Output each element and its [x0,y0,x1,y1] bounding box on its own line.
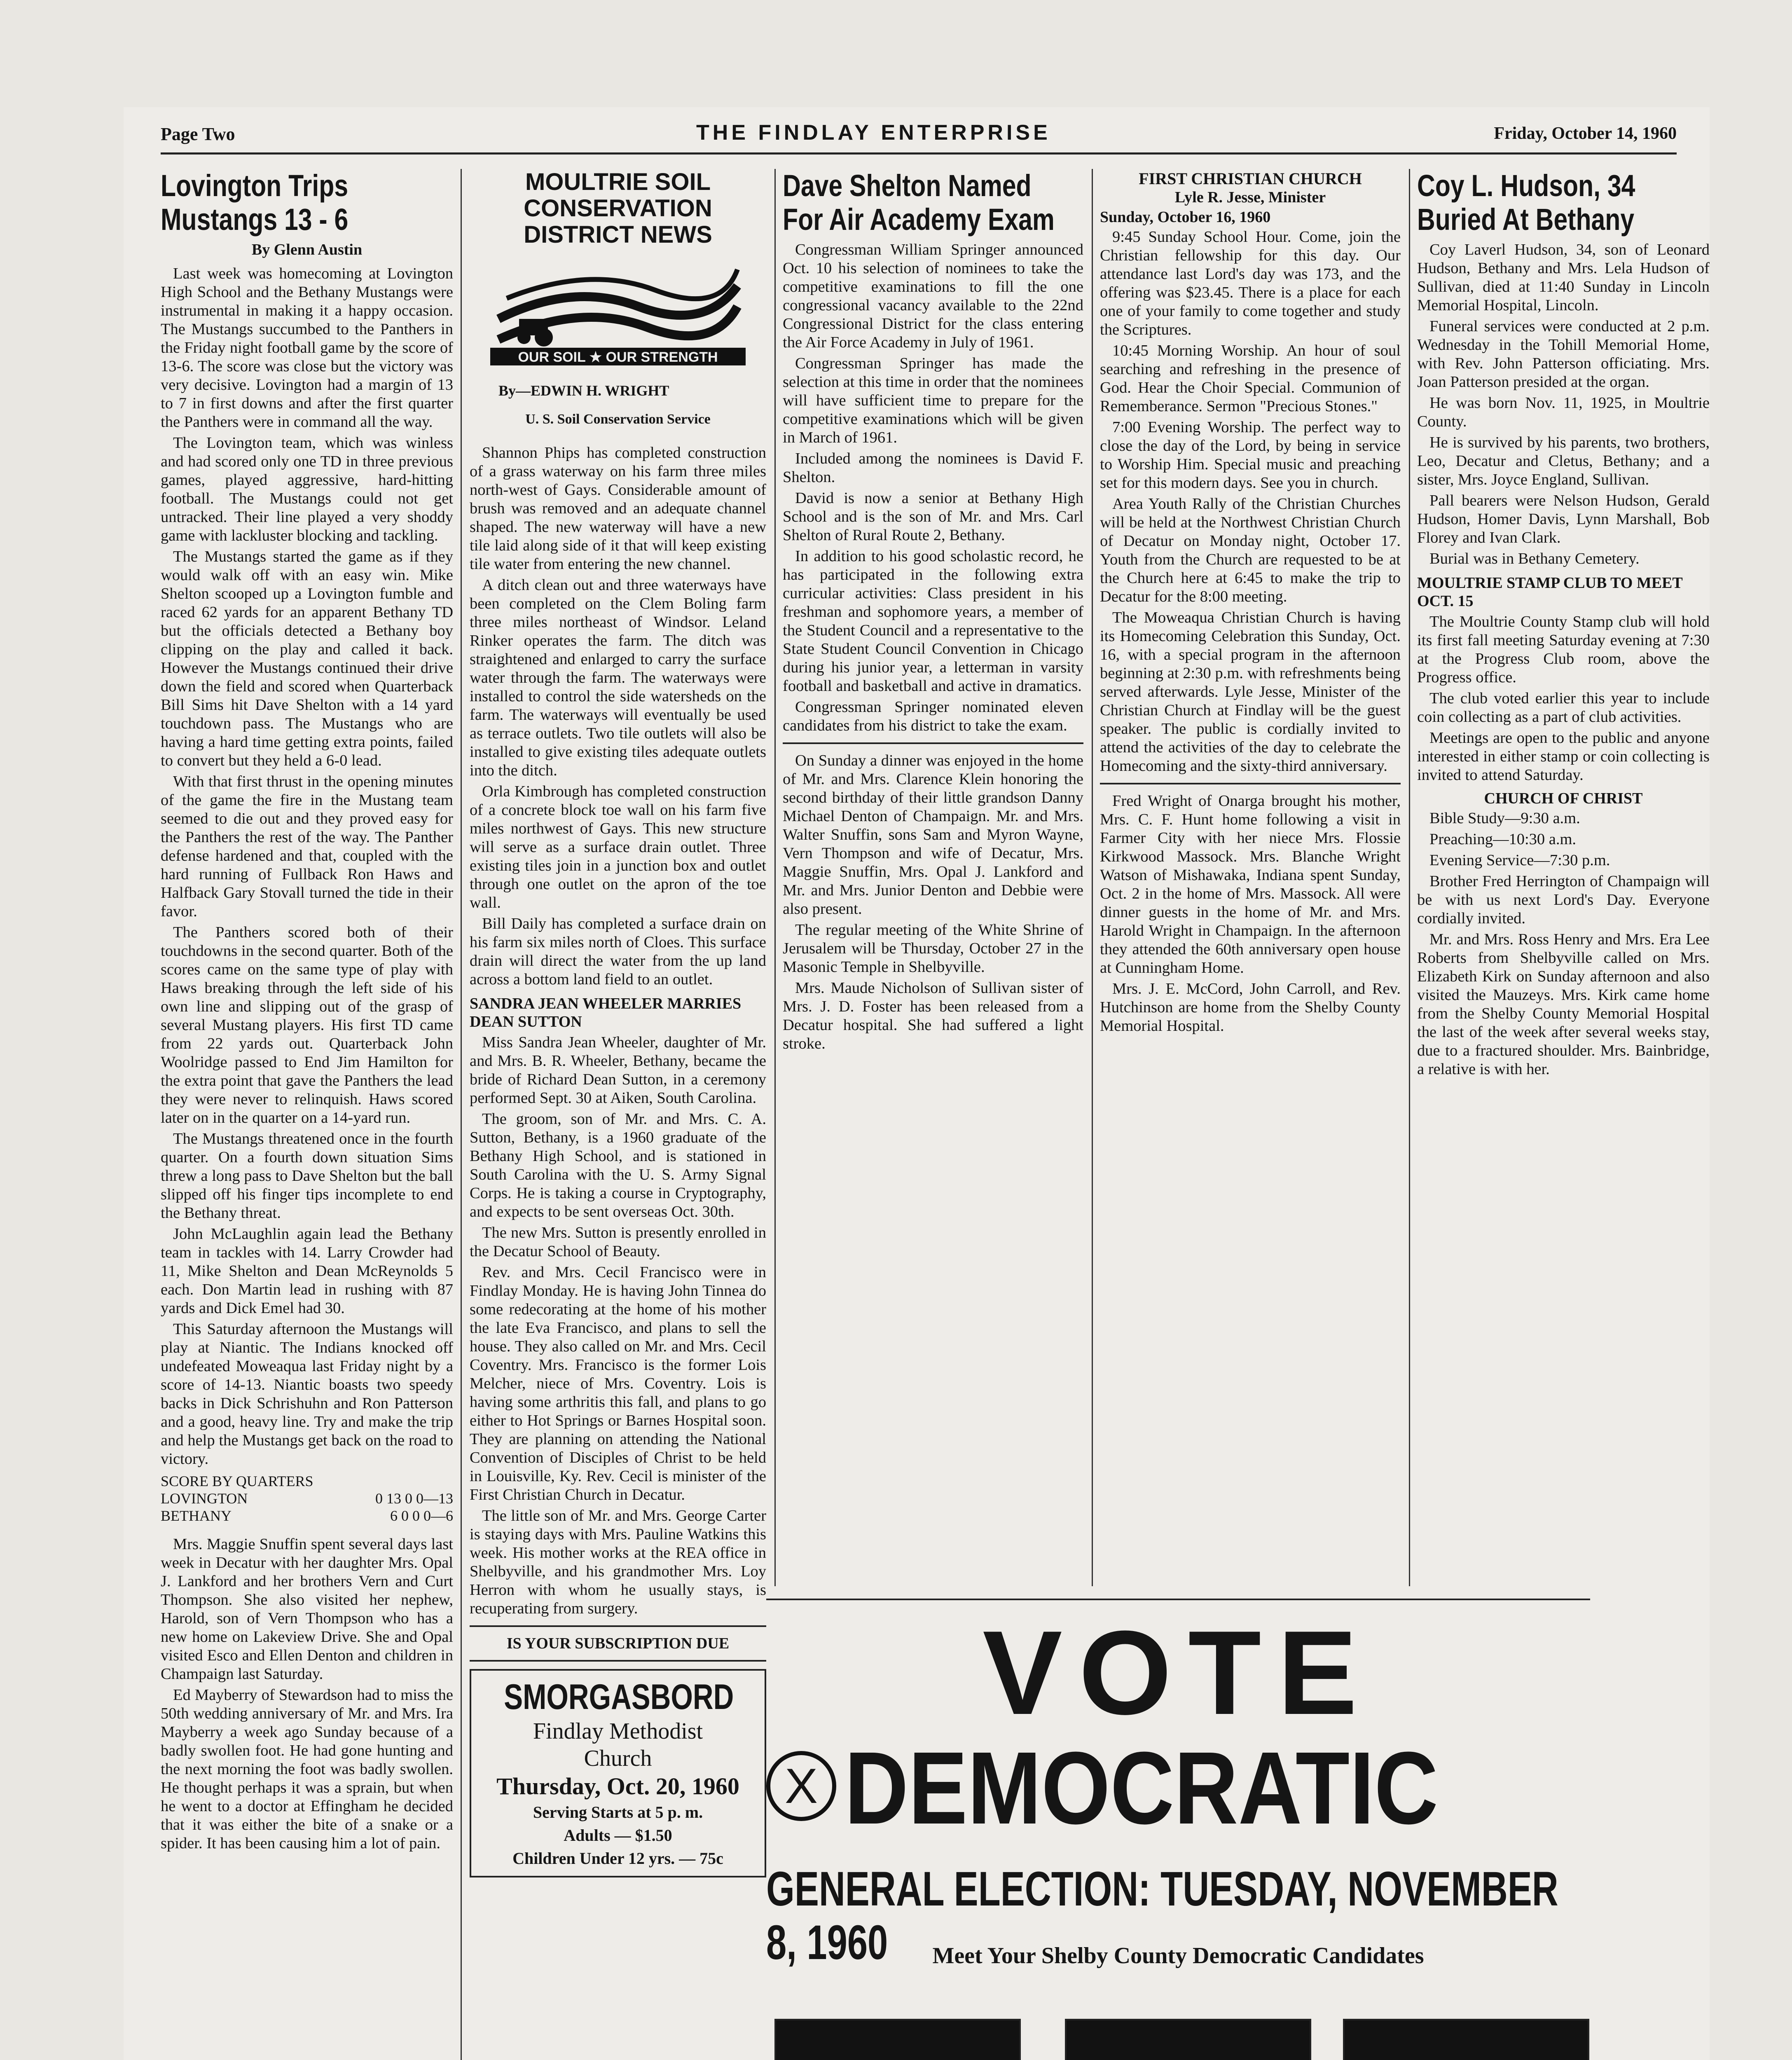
paragraph: Evening Service—7:30 p.m. [1429,852,1610,869]
paragraph: Included among the nominees is David F. Shelton. [783,450,1083,486]
smg-serving: Serving Starts at 5 p. m. [533,1803,703,1821]
column-academy [783,169,1083,1594]
paragraph: Mr. and Mrs. Ross Henry and Mrs. Era Lee Roberts from Shelbyville called on Mrs. Elizabeth Kirk on Sunday afternoon and also visited the Mauzeys. Mrs. Kirk came home from the Shelby County Memorial Hospital the last of the week after several weeks stay, due to a fractured shoulder. Mrs. Bainbridge, a relative is with her. [1417,931,1710,1078]
author: By—EDWIN H. WRIGHT [498,382,669,399]
paragraph: The Lovington team, which was winless and had scored only one TD in three previous games, played aggressive, hard-hitting football. The Mustangs could not get untracked. Their line played a very shoddy game with lackluster blocking and tackling. [161,434,453,544]
column-rule [461,169,462,2060]
divider [470,1625,766,1627]
paragraph: The Mustangs started the game as if they would walk off with an easy win. Mike Shelton scooped up a Lovington fumble and raced 62 yards for an apparent Bethany TD but the officials detected a Bethany boy clipping on the play and called it back. However the Mustangs continued their drive down the field and scored when Quarterback Bill Sims hit Dave Shelton with a 14 yard touchdown pass. The Mustangs who are having a hard time getting extra points, failed to convert but they held a 6-0 lead. [161,548,453,769]
paragraph: Rev. and Mrs. Cecil Francisco were in Findlay Monday. He is having John Tinnea do some redecorating at the home of his mother the late Eva Francisco, and plans to sell the house. They also called on Mr. and Mrs. Cecil Coventry. Mrs. Francisco is the former Lois Melcher, niece of Mrs. Coventry. Lois is having some arthritis this fall, and plans to go either to Hot Springs or Barnes Hospital soon. They are planning on attending the National Convention of Disciples of Christ to be held in Louisville, Ky. Rev. Cecil is minister of the First Christian Church in Decatur. [470,1264,766,1503]
ballot-mark-icon: X [766,1751,836,1821]
column-rule [774,169,776,1586]
paragraph: Area Youth Rally of the Christian Churches will be held at the Northwest Christian Church of Decatur on Monday night, October 17. Youth from the Church are requested to be at the Church here at 6:45 to make the trip to Decatur for the 8:00 meeting. [1100,495,1401,605]
article-body [470,1033,766,1618]
paragraph: Orla Kimbrough has completed construction of a concrete block toe wall on his farm five miles northwest of Gays. This new structure will serve as a surface drain outlet. Three existing tiles join in a junction box and outlet through one outlet on the apron of the toe wall. [470,783,766,911]
column-obituary [1417,169,1710,1594]
paragraph: Brother Fred Herrington of Champaign will be with us next Lord's Day. Everyone cordially invited. [1417,873,1710,927]
paragraph: The Moweaqua Christian Church is having its Homecoming Celebration this Sunday, Oct. 16, with a special program in the afternoon beginning at 2:30 p.m. with refreshments being served afterwards. Lyle Jesse, Minister of the Christian Church at Findlay will be the guest speaker. The public is cordially invited to attend the activities of the day to celebrate the Homecoming and the sixty-third anniversary. [1100,609,1401,775]
paragraph: Mrs. Maude Nicholson of Sullivan sister of Mrs. J. D. Foster has been released from a Decatur hospital. She had suffered a light stroke. [783,979,1083,1052]
article-body [470,444,766,989]
paragraph: The club voted earlier this year to include coin collecting as a part of club activities. [1417,690,1710,726]
farm-field-icon [490,257,746,364]
article-body [161,265,453,1468]
party-heading: DEMOCRATIC [845,1730,1439,1845]
paragraph: Bible Study—9:30 a.m. [1429,810,1580,827]
paragraph: He was born Nov. 11, 1925, in Moultrie County. [1417,394,1710,430]
column-church [1100,169,1401,1594]
minister: Lyle R. Jesse, Minister [1174,189,1326,206]
candidate-photo-ulmer [1065,2019,1311,2060]
local-news [1100,792,1401,1035]
paragraph: John McLaughlin again lead the Bethany team in tackles with 14. Larry Crowder had 11, Mike Shelton and Dean McReynolds 5 each. Don Martin lead in rushing with 87 yards and Dick Emel had 30. [161,1225,453,1317]
paragraph: Miss Sandra Jean Wheeler, daughter of Mr. and Mrs. B. R. Wheeler, Bethany, became the bride of Richard Dean Sutton, in a ceremony performed Sept. 30 at Aiken, South Carolina. [470,1034,766,1107]
paragraph: Shannon Phips has completed construction of a grass waterway on his farm three miles north-west of Gays. Considerable amount of brush was removed and an adequate channel shaped. The new waterway will have a new tile laid along side of it that will keep existing tile water from entering the new channel. [470,444,766,573]
paragraph: 10:45 Morning Worship. An hour of soul searching and refreshing in the presence of God. Hear the Choir Special. Communion of Rememberance. Sermon "Precious Stones." [1100,342,1401,415]
paragraph: David is now a senior at Bethany High School and is the son of Mr. and Mrs. Carl Shelton of Rural Route 2, Bethany. [783,489,1083,544]
paragraph: Mrs. Maggie Snuffin spent several days last week in Decatur with her daughter Mrs. Opal J. Lankford and her brothers Vern and Curt Thompson. She also visited her nephew, Harold, son of Vern Thompson who has a new home on Lakeview Drive. She and Opal visited Esco and Ellen Denton and children in Champaign last Saturday. [161,1536,453,1683]
election-date: GENERAL ELECTION: TUESDAY, NOVEMBER 8, 1960 [766,1862,1558,1970]
byline: By Glenn Austin [251,241,363,258]
paragraph: Bill Daily has completed a surface drain on his farm six miles north of Cloes. This surface drain will direct the water from the up land across a bottom land field to an outlet. [470,915,766,988]
candidates-intro: Meet Your Shelby County Democratic Candidates [932,1943,1424,1969]
smorgasbord-ad [470,1669,766,1877]
paragraph: This Saturday afternoon the Mustangs will play at Niantic. The Indians knocked off undefeated Moweaqua last Friday night by a score of 14-13. Niantic boasts two speedy backs in Dick Schrishuhn and Ron Patterson and a good, heavy line. Try and make the trip and help the Mustangs get back on the road to victory. [161,1320,453,1468]
candidate-photo-howe [1343,2019,1589,2060]
article-body [1417,613,1710,784]
headline: Coy L. Hudson, 34 Buried At Bethany [1417,169,1635,236]
score-title: SCORE BY QUARTERS [161,1473,313,1489]
agency: U. S. Soil Conservation Service [525,412,711,427]
paragraph: 9:45 Sunday School Hour. Come, join the Christian fellowship for this day. Our attendance last Lord's day was 173, and the offering was $23.45. There is a place for each one of your family to come together and study the Scriptures. [1100,228,1401,338]
article-body [1417,241,1710,568]
paragraph: On Sunday a dinner was enjoyed in the home of Mr. and Mrs. Clarence Klein honoring the second birthday of their little grandson Danny Michael Denton of Champaign. Mr. and Mrs. Walter Snuffin, sons Sam and Myron Wayne, Vern Thompson and wife of Decatur, Mrs. Maggie Snuffin, Mrs. Opal J. Lankford and Mr. and Mrs. Junior Denton and Debbie were also present. [783,752,1083,918]
headline: Dave Shelton Named For Air Academy Exam [783,169,1055,236]
smg-host: Findlay Methodist [533,1718,703,1744]
smg-price-adults: Adults — $1.50 [564,1826,672,1845]
headline: Lovington Trips Mustangs 13 - 6 [161,169,349,236]
score-row: LOVINGTON 0 13 0 0—13 [161,1490,453,1507]
column-rule [1409,169,1410,1586]
paragraph: 7:00 Evening Worship. The perfect way to close the day of the Lord, by being in service to Worship Him. Special music and preaching set for this modern days. See you in church. [1100,419,1401,492]
paragraph: A ditch clean out and three waterways have been completed on the Clem Boling farm three miles northeast of Windsor. Leland Rinker operates the farm. The ditch was straightened and enlarged to carry the surface water through the farm. The waterways were installed to control the side watersheds on the farm. The waterways will eventually be used as terrace outlets. Two tile outlets will also be installed to give existing tiles adequate outlets into the ditch. [470,576,766,779]
column-conservation [470,169,766,2060]
divider [470,1660,766,1662]
political-ad [766,1599,1590,2060]
article-body [1417,809,1710,1079]
paragraph: The regular meeting of the White Shrine of Jerusalem will be Thursday, October 27 in the Masonic Temple in Shelbyville. [783,921,1083,976]
divider [1100,783,1401,784]
score-row: BETHANY 6 0 0 0—6 [161,1508,453,1524]
candidate-photo-broverman [774,2019,1021,2060]
logo-slogan: OUR SOIL ★ OUR STRENGTH [490,349,746,365]
article-body [783,241,1083,735]
subheading: SANDRA JEAN WHEELER MARRIES DEAN SUTTON [470,995,742,1030]
subheading: MOULTRIE STAMP CLUB TO MEET OCT. 15 [1417,574,1683,610]
paragraph: Burial was in Bethany Cemetery. [1429,550,1640,567]
paragraph: The Mustangs threatened once in the fourth quarter. On a fourth down situation Sims threw a long pass to Dave Shelton but the ball slipped off his finger tips incomplete to end the Bethany threat. [161,1130,453,1222]
paragraph: The groom, son of Mr. and Mrs. C. A. Sutton, Bethany, is a 1960 graduate of the Bethany High School, and is stationed in South Carolina with the U. S. Army Signal Corps. He is taking a course in Cryptography, and expects to be sent overseas Oct. 30th. [470,1110,766,1220]
paragraph: The Moultrie County Stamp club will hold its first fall meeting Saturday evening at 7:30 at the Progress Club room, above the Progress office. [1417,613,1710,686]
paragraph: Funeral services were conducted at 2 p.m. Wednesday in the Tohill Memorial Home, with Rev. John Patterson officiating. Mrs. Joan Patterson presided at the organ. [1417,318,1710,391]
paragraph: Congressman William Springer announced Oct. 10 his selection of nominees to take the competitive examinations to fill the one congressional vacancy available to the 22nd Congressional District for the class entering the Air Force Academy in July of 1961. [783,241,1083,351]
page-number: Page Two [161,124,235,144]
column-sports [161,169,453,2060]
article-body [1100,228,1401,775]
paragraph: In addition to his good scholastic record, he has participated in the following extra curricular activities: Class president in his freshman and sophomore years, a member of the Student Council and a representative to the State Student Council Convention in Chicago during his junior year, a letterman in varsity football and basketball and active in dramatics. [783,548,1083,695]
paragraph: With that first thrust in the opening minutes of the game the fire in the Mustang team seemed to die out and they proved easy for the Panthers the rest of the way. The Panther defense hardened and that, coupled with the hard running of Fullback Ron Haws and Halfback Gary Stovall turned the tide in their favor. [161,773,453,920]
church-title: FIRST CHRISTIAN CHURCH [1139,169,1362,188]
paragraph: Congressman Springer has made the selection at this time in order that the nominees will have sufficient time to prepare for the competitive examinations which will be given in March of 1961. [783,355,1083,446]
box-title: MOULTRIE SOIL CONSERVATION DISTRICT NEWS [524,169,712,248]
paragraph: The Panthers scored both of their touchdowns in the second quarter. Both of the scores came on the same type of play with Haws breaking through the left side of his own line and slipping out of the grasp of several Mustang players. His first TD came from 22 yards out. Quarterback John Woolridge passed to End Jim Hamilton for the extra point that gave the Panthers the lead they were never to relinquish. Haws scored later on in the quarter on a 14-yard run. [161,924,453,1126]
vote-heading: VOTE [983,1606,1374,1739]
subscription-notice: IS YOUR SUBSCRIPTION DUE [506,1635,730,1652]
subheading: CHURCH OF CHRIST [1484,790,1643,807]
newspaper-name: THE FINDLAY ENTERPRISE [696,121,1051,145]
paragraph: Congressman Springer nominated eleven candidates from his district to take the exam. [783,698,1083,734]
paragraph: Preaching—10:30 a.m. [1429,831,1577,848]
divider [783,742,1083,744]
paragraph: Coy Laverl Hudson, 34, son of Leonard Hudson, Bethany and Mrs. Lela Hudson of Sullivan, died at 11:40 Sunday in Lincoln Memorial Hospital, Lincoln. [1417,241,1710,314]
service-date: Sunday, October 16, 1960 [1100,208,1271,226]
issue-date: Friday, October 14, 1960 [1494,124,1677,143]
local-news [161,1535,453,1853]
paragraph: Mrs. J. E. McCord, John Carroll, and Rev. Hutchinson are home from the Shelby County Memorial Hospital. [1100,980,1401,1035]
newspaper-page [124,107,1710,2060]
paragraph: Pall bearers were Nelson Hudson, Gerald Hudson, Homer Davis, Lynn Marshall, Bob Florey and Ivan Clark. [1417,492,1710,546]
paragraph: Ed Mayberry of Stewardson had to miss the 50th wedding anniversary of Mr. and Mrs. Ira Mayberry a week ago Sunday because of a badly swollen foot. He had gone hunting and the next morning the foot was badly swollen. He thought perhaps it was a sprain, but when he went to a doctor at Effingham he decided that it was either the bite of a snake or a spider. It has been causing him a lot of pain. [161,1686,453,1852]
paragraph: Meetings are open to the public and anyone interested in either stamp or coin collecting is invited to attend Saturday. [1417,729,1710,784]
smg-host: Church [584,1746,652,1771]
smg-price-children: Children Under 12 yrs. — 75c [512,1849,723,1868]
paragraph: The new Mrs. Sutton is presently enrolled in the Decatur School of Beauty. [470,1224,766,1260]
conservation-logo [490,257,746,365]
score-table [161,1472,453,1524]
paragraph: Fred Wright of Onarga brought his mother, Mrs. C. F. Hunt home following a visit in Farmer City with her niece Mrs. Flossie Kirkwood Massock. Mrs. Blanche Wright Watson of Mishawaka, Indiana spent Sunday, Oct. 2 in the home of Mrs. Massock. All were dinner guests in the home of Mr. and Mrs. Harold Wright in Champaign. In the afternoon they attended the 60th anniversary open house at Cunningham Home. [1100,792,1401,976]
paragraph: He is survived by his parents, two brothers, Leo, Decatur and Cletus, Bethany; and a sister, Mrs. Joyce England, Sullivan. [1417,434,1710,488]
smg-date: Thursday, Oct. 20, 1960 [496,1773,739,1800]
paragraph: Last week was homecoming at Lovington High School and the Bethany Mustangs were instrumental in making it a happy occasion. The Mustangs succumbed to the Panthers in the Friday night football game by the score of 13-6. The score was close but the victory was very decisive. Lovington had a margin of 13 to 7 in first downs and after the first quarter the Panthers were in command all the way. [161,265,453,431]
paragraph: The little son of Mr. and Mrs. George Carter is staying days with Mrs. Pauline Watkins this week. His mother works at the REA office in Shelbyville, and his grandmother Mrs. Loy Herron with whom he usually stays, is recuperating from surgery. [470,1507,766,1617]
masthead [161,121,1677,154]
column-rule [1092,169,1093,1586]
smg-title: SMORGASBORD [504,1677,734,1717]
local-news [783,751,1083,1053]
